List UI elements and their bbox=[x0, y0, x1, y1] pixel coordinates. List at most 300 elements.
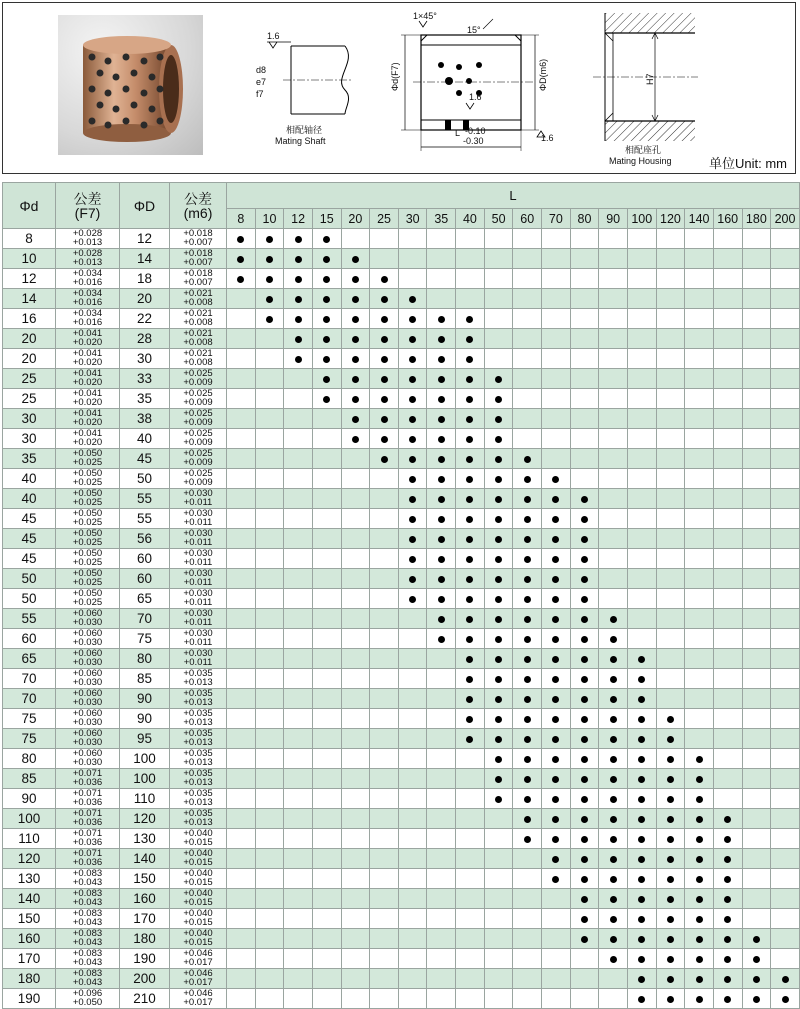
cell-D-tolerance bbox=[170, 509, 227, 529]
length-cell bbox=[312, 269, 341, 289]
tolerance-value: +0.025 bbox=[72, 596, 103, 608]
length-cell bbox=[341, 249, 370, 269]
length-cell bbox=[685, 689, 714, 709]
length-cell bbox=[484, 929, 513, 949]
length-cell bbox=[227, 809, 256, 829]
length-cell bbox=[542, 349, 571, 369]
length-cell bbox=[427, 549, 456, 569]
tolerance-value: +0.060 bbox=[72, 748, 103, 759]
length-cell bbox=[484, 649, 513, 669]
cell-d: 190 bbox=[3, 989, 56, 1009]
length-cell bbox=[627, 409, 656, 429]
availability-dot bbox=[495, 716, 502, 723]
length-cell bbox=[542, 429, 571, 449]
length-cell bbox=[599, 929, 628, 949]
length-cell bbox=[713, 929, 742, 949]
tolerance-value: +0.046 bbox=[183, 988, 213, 999]
length-cell bbox=[599, 769, 628, 789]
availability-dot bbox=[381, 456, 388, 463]
length-cell bbox=[713, 709, 742, 729]
length-cell bbox=[370, 389, 399, 409]
length-cell bbox=[427, 509, 456, 529]
tolerance-value: +0.036 bbox=[72, 816, 103, 828]
availability-dot bbox=[724, 856, 731, 863]
table-row bbox=[3, 889, 800, 909]
cell-d-tolerance bbox=[56, 969, 120, 989]
unit-label: 单位Unit: mm bbox=[708, 156, 787, 171]
length-cell bbox=[227, 249, 256, 269]
tolerance-value: +0.011 bbox=[183, 496, 213, 508]
length-cell bbox=[312, 429, 341, 449]
availability-dot bbox=[266, 276, 273, 283]
length-cell bbox=[312, 449, 341, 469]
length-cell bbox=[284, 229, 313, 249]
availability-dot bbox=[638, 796, 645, 803]
cell-d-tolerance bbox=[56, 629, 120, 649]
table-row bbox=[3, 909, 800, 929]
availability-dot bbox=[667, 936, 674, 943]
availability-dot bbox=[638, 736, 645, 743]
length-cell bbox=[456, 649, 485, 669]
cell-d-tolerance bbox=[56, 909, 120, 929]
length-cell bbox=[513, 249, 542, 269]
availability-dot bbox=[352, 376, 359, 383]
cell-D-tolerance bbox=[170, 269, 227, 289]
chamfer-label: 1×45° bbox=[413, 11, 437, 21]
length-cell bbox=[542, 329, 571, 349]
length-cell bbox=[627, 449, 656, 469]
length-header-cell: 8 bbox=[227, 209, 256, 229]
availability-dot bbox=[610, 816, 617, 823]
length-cell bbox=[656, 229, 685, 249]
length-cell bbox=[656, 889, 685, 909]
cell-D: 60 bbox=[120, 569, 170, 589]
availability-dot bbox=[552, 516, 559, 523]
length-cell bbox=[599, 909, 628, 929]
length-cell bbox=[255, 689, 284, 709]
length-cell bbox=[627, 489, 656, 509]
table-row bbox=[3, 589, 800, 609]
length-cell bbox=[542, 909, 571, 929]
length-cell bbox=[312, 589, 341, 609]
length-cell bbox=[370, 869, 399, 889]
length-cell bbox=[542, 609, 571, 629]
length-cell bbox=[255, 249, 284, 269]
length-cell bbox=[456, 849, 485, 869]
shaft-fit-d8: d8 bbox=[256, 65, 267, 75]
cell-d: 70 bbox=[3, 689, 56, 709]
length-cell bbox=[570, 789, 599, 809]
availability-dot bbox=[381, 276, 388, 283]
availability-dot bbox=[667, 856, 674, 863]
length-cell bbox=[341, 469, 370, 489]
length-cell bbox=[255, 409, 284, 429]
tolerance-value: +0.017 bbox=[183, 996, 213, 1008]
availability-dot bbox=[610, 776, 617, 783]
length-cell bbox=[341, 429, 370, 449]
length-cell bbox=[484, 969, 513, 989]
length-cell bbox=[627, 269, 656, 289]
cell-d-tolerance bbox=[56, 449, 120, 469]
availability-dot bbox=[438, 576, 445, 583]
length-cell bbox=[713, 409, 742, 429]
length-cell bbox=[284, 329, 313, 349]
length-cell bbox=[398, 949, 427, 969]
length-cell bbox=[742, 349, 771, 369]
availability-dot bbox=[610, 696, 617, 703]
length-cell bbox=[542, 829, 571, 849]
cell-D: 75 bbox=[120, 629, 170, 649]
tolerance-value: +0.040 bbox=[183, 828, 213, 839]
cell-d-tolerance bbox=[56, 869, 120, 889]
cell-D: 90 bbox=[120, 709, 170, 729]
tolerance-value: +0.030 bbox=[183, 608, 213, 619]
tolerance-value: +0.018 bbox=[183, 248, 213, 259]
length-cell bbox=[227, 229, 256, 249]
length-cell bbox=[255, 469, 284, 489]
length-cell bbox=[685, 329, 714, 349]
availability-dot bbox=[323, 316, 330, 323]
length-cell bbox=[570, 349, 599, 369]
tolerance-value: +0.041 bbox=[72, 388, 103, 399]
tolerance-value: +0.017 bbox=[183, 956, 213, 968]
length-cell bbox=[570, 729, 599, 749]
length-cell bbox=[627, 629, 656, 649]
cell-d: 130 bbox=[3, 869, 56, 889]
availability-dot bbox=[524, 776, 531, 783]
availability-dot bbox=[495, 756, 502, 763]
cell-D-tolerance bbox=[170, 889, 227, 909]
table-row bbox=[3, 289, 800, 309]
length-cell bbox=[742, 529, 771, 549]
length-cell bbox=[341, 869, 370, 889]
availability-dot bbox=[552, 616, 559, 623]
cell-D-tolerance bbox=[170, 229, 227, 249]
length-cell bbox=[227, 569, 256, 589]
availability-dot bbox=[466, 616, 473, 623]
availability-dot bbox=[409, 596, 416, 603]
length-cell bbox=[513, 869, 542, 889]
length-cell bbox=[685, 549, 714, 569]
availability-dot bbox=[237, 236, 244, 243]
table-row bbox=[3, 689, 800, 709]
availability-dot bbox=[495, 796, 502, 803]
length-cell bbox=[599, 889, 628, 909]
length-cell bbox=[284, 389, 313, 409]
availability-dot bbox=[724, 996, 731, 1003]
length-cell bbox=[627, 969, 656, 989]
length-cell bbox=[742, 829, 771, 849]
availability-dot bbox=[638, 756, 645, 763]
length-header-cell: 80 bbox=[570, 209, 599, 229]
length-cell bbox=[312, 889, 341, 909]
cell-D: 55 bbox=[120, 489, 170, 509]
length-cell bbox=[599, 809, 628, 829]
length-cell bbox=[742, 629, 771, 649]
length-cell bbox=[742, 289, 771, 309]
length-cell bbox=[255, 329, 284, 349]
length-cell bbox=[341, 849, 370, 869]
availability-dot bbox=[581, 516, 588, 523]
availability-dot bbox=[724, 976, 731, 983]
length-cell bbox=[685, 669, 714, 689]
length-cell bbox=[542, 409, 571, 429]
length-cell bbox=[656, 989, 685, 1009]
length-cell bbox=[599, 429, 628, 449]
length-cell bbox=[771, 989, 800, 1009]
length-cell bbox=[599, 869, 628, 889]
length-cell bbox=[370, 449, 399, 469]
length-cell bbox=[456, 269, 485, 289]
length-cell bbox=[513, 409, 542, 429]
length-cell bbox=[713, 829, 742, 849]
availability-dot bbox=[352, 256, 359, 263]
length-cell bbox=[398, 269, 427, 289]
availability-dot bbox=[466, 456, 473, 463]
length-cell bbox=[627, 529, 656, 549]
table-row bbox=[3, 429, 800, 449]
tolerance-value: +0.035 bbox=[183, 688, 213, 699]
length-cell bbox=[685, 789, 714, 809]
shaft-caption-en: Mating Shaft bbox=[275, 136, 326, 146]
length-cell bbox=[456, 869, 485, 889]
availability-dot bbox=[581, 836, 588, 843]
availability-dot bbox=[495, 636, 502, 643]
length-cell bbox=[312, 229, 341, 249]
length-cell bbox=[341, 529, 370, 549]
length-cell bbox=[484, 329, 513, 349]
cell-D: 100 bbox=[120, 749, 170, 769]
availability-dot bbox=[610, 636, 617, 643]
availability-dot bbox=[581, 776, 588, 783]
length-cell bbox=[513, 289, 542, 309]
length-cell bbox=[656, 349, 685, 369]
length-cell bbox=[542, 849, 571, 869]
availability-dot bbox=[438, 436, 445, 443]
length-cell bbox=[599, 469, 628, 489]
length-cell bbox=[742, 989, 771, 1009]
length-cell bbox=[284, 869, 313, 889]
length-cell bbox=[312, 289, 341, 309]
length-cell bbox=[627, 749, 656, 769]
availability-dot bbox=[638, 676, 645, 683]
length-cell bbox=[713, 609, 742, 629]
length-cell bbox=[427, 869, 456, 889]
tolerance-value: +0.016 bbox=[72, 296, 103, 308]
availability-dot bbox=[266, 236, 273, 243]
length-cell bbox=[370, 809, 399, 829]
cell-D: 200 bbox=[120, 969, 170, 989]
length-cell bbox=[627, 429, 656, 449]
length-cell bbox=[427, 429, 456, 449]
tolerance-value: +0.035 bbox=[183, 748, 213, 759]
length-cell bbox=[685, 469, 714, 489]
cell-d-tolerance bbox=[56, 469, 120, 489]
cell-d: 100 bbox=[3, 809, 56, 829]
availability-dot bbox=[552, 576, 559, 583]
tolerance-value: +0.025 bbox=[72, 536, 103, 548]
length-cell bbox=[713, 889, 742, 909]
length-cell bbox=[713, 349, 742, 369]
length-cell bbox=[656, 269, 685, 289]
tolerance-value: +0.060 bbox=[72, 608, 103, 619]
length-cell bbox=[284, 509, 313, 529]
length-cell bbox=[427, 709, 456, 729]
length-tol-lower: -0.30 bbox=[463, 136, 484, 146]
table-row bbox=[3, 729, 800, 749]
length-cell bbox=[284, 629, 313, 649]
availability-dot bbox=[581, 936, 588, 943]
length-cell bbox=[255, 289, 284, 309]
length-cell bbox=[627, 569, 656, 589]
length-cell bbox=[599, 409, 628, 429]
tolerance-value: +0.060 bbox=[72, 668, 103, 679]
length-cell bbox=[685, 369, 714, 389]
availability-dot bbox=[552, 796, 559, 803]
length-cell bbox=[599, 489, 628, 509]
length-cell bbox=[398, 229, 427, 249]
length-cell bbox=[570, 849, 599, 869]
availability-dot bbox=[237, 276, 244, 283]
length-cell bbox=[685, 229, 714, 249]
length-cell bbox=[656, 469, 685, 489]
length-cell bbox=[599, 349, 628, 369]
length-cell bbox=[599, 389, 628, 409]
availability-dot bbox=[581, 816, 588, 823]
length-cell bbox=[627, 669, 656, 689]
length-cell bbox=[771, 889, 800, 909]
length-cell bbox=[398, 509, 427, 529]
cell-d-tolerance bbox=[56, 609, 120, 629]
tolerance-value: +0.021 bbox=[183, 288, 213, 299]
tolerance-value: +0.030 bbox=[72, 736, 103, 748]
table-row bbox=[3, 669, 800, 689]
availability-dot bbox=[438, 556, 445, 563]
tolerance-value: +0.071 bbox=[72, 788, 103, 799]
length-cell bbox=[427, 889, 456, 909]
length-cell bbox=[255, 949, 284, 969]
length-cell bbox=[656, 729, 685, 749]
availability-dot bbox=[552, 676, 559, 683]
availability-dot bbox=[638, 716, 645, 723]
length-cell bbox=[599, 609, 628, 629]
length-cell bbox=[456, 909, 485, 929]
length-cell bbox=[456, 449, 485, 469]
tolerance-value: +0.013 bbox=[72, 256, 103, 268]
availability-dot bbox=[352, 296, 359, 303]
length-cell bbox=[456, 389, 485, 409]
length-cell bbox=[427, 609, 456, 629]
length-cell bbox=[656, 329, 685, 349]
cell-D: 35 bbox=[120, 389, 170, 409]
length-cell bbox=[542, 929, 571, 949]
length-cell bbox=[513, 449, 542, 469]
length-cell bbox=[513, 569, 542, 589]
length-cell bbox=[542, 229, 571, 249]
tolerance-value: +0.011 bbox=[183, 636, 213, 648]
tolerance-value: +0.025 bbox=[72, 496, 103, 508]
tolerance-value: +0.013 bbox=[183, 816, 213, 828]
tolerance-value: +0.060 bbox=[72, 708, 103, 719]
availability-dot bbox=[667, 996, 674, 1003]
length-cell bbox=[685, 589, 714, 609]
tolerance-value: +0.041 bbox=[72, 368, 103, 379]
length-cell bbox=[484, 349, 513, 369]
availability-dot bbox=[667, 776, 674, 783]
spec-table bbox=[2, 182, 800, 1009]
length-cell bbox=[341, 729, 370, 749]
length-cell bbox=[656, 289, 685, 309]
availability-dot bbox=[610, 936, 617, 943]
availability-dot bbox=[696, 856, 703, 863]
bush-roughness-inner: 1.6 bbox=[469, 92, 482, 102]
availability-dot bbox=[409, 436, 416, 443]
table-row bbox=[3, 249, 800, 269]
length-cell bbox=[570, 929, 599, 949]
length-cell bbox=[771, 649, 800, 669]
header-tol-f7 bbox=[56, 183, 120, 229]
length-cell bbox=[599, 669, 628, 689]
length-cell bbox=[341, 649, 370, 669]
tolerance-value: +0.007 bbox=[183, 236, 213, 248]
tolerance-value: +0.040 bbox=[183, 908, 213, 919]
tolerance-value: +0.021 bbox=[183, 328, 213, 339]
length-cell bbox=[513, 729, 542, 749]
availability-dot bbox=[610, 836, 617, 843]
length-cell bbox=[742, 389, 771, 409]
availability-dot bbox=[438, 616, 445, 623]
length-cell bbox=[656, 929, 685, 949]
length-cell bbox=[456, 609, 485, 629]
length-cell bbox=[742, 949, 771, 969]
table-row bbox=[3, 649, 800, 669]
length-cell bbox=[284, 809, 313, 829]
tolerance-value: +0.018 bbox=[183, 268, 213, 279]
cell-d: 30 bbox=[3, 429, 56, 449]
length-cell bbox=[656, 709, 685, 729]
availability-dot bbox=[581, 716, 588, 723]
length-cell bbox=[255, 349, 284, 369]
cell-D-tolerance bbox=[170, 609, 227, 629]
length-cell bbox=[312, 409, 341, 429]
availability-dot bbox=[724, 896, 731, 903]
length-cell bbox=[312, 809, 341, 829]
length-cell bbox=[341, 309, 370, 329]
availability-dot bbox=[552, 556, 559, 563]
length-cell bbox=[255, 849, 284, 869]
length-cell bbox=[427, 849, 456, 869]
length-cell bbox=[713, 309, 742, 329]
length-cell bbox=[570, 709, 599, 729]
availability-dot bbox=[495, 556, 502, 563]
cell-d: 10 bbox=[3, 249, 56, 269]
cell-d: 50 bbox=[3, 569, 56, 589]
length-cell bbox=[484, 309, 513, 329]
length-cell bbox=[685, 529, 714, 549]
length-cell bbox=[398, 369, 427, 389]
length-cell bbox=[570, 689, 599, 709]
cell-D-tolerance bbox=[170, 649, 227, 669]
length-cell bbox=[685, 929, 714, 949]
availability-dot bbox=[638, 776, 645, 783]
availability-dot bbox=[409, 516, 416, 523]
length-cell bbox=[312, 749, 341, 769]
length-cell bbox=[284, 469, 313, 489]
length-cell bbox=[713, 629, 742, 649]
length-cell bbox=[284, 429, 313, 449]
availability-dot bbox=[495, 616, 502, 623]
cell-d: 25 bbox=[3, 389, 56, 409]
